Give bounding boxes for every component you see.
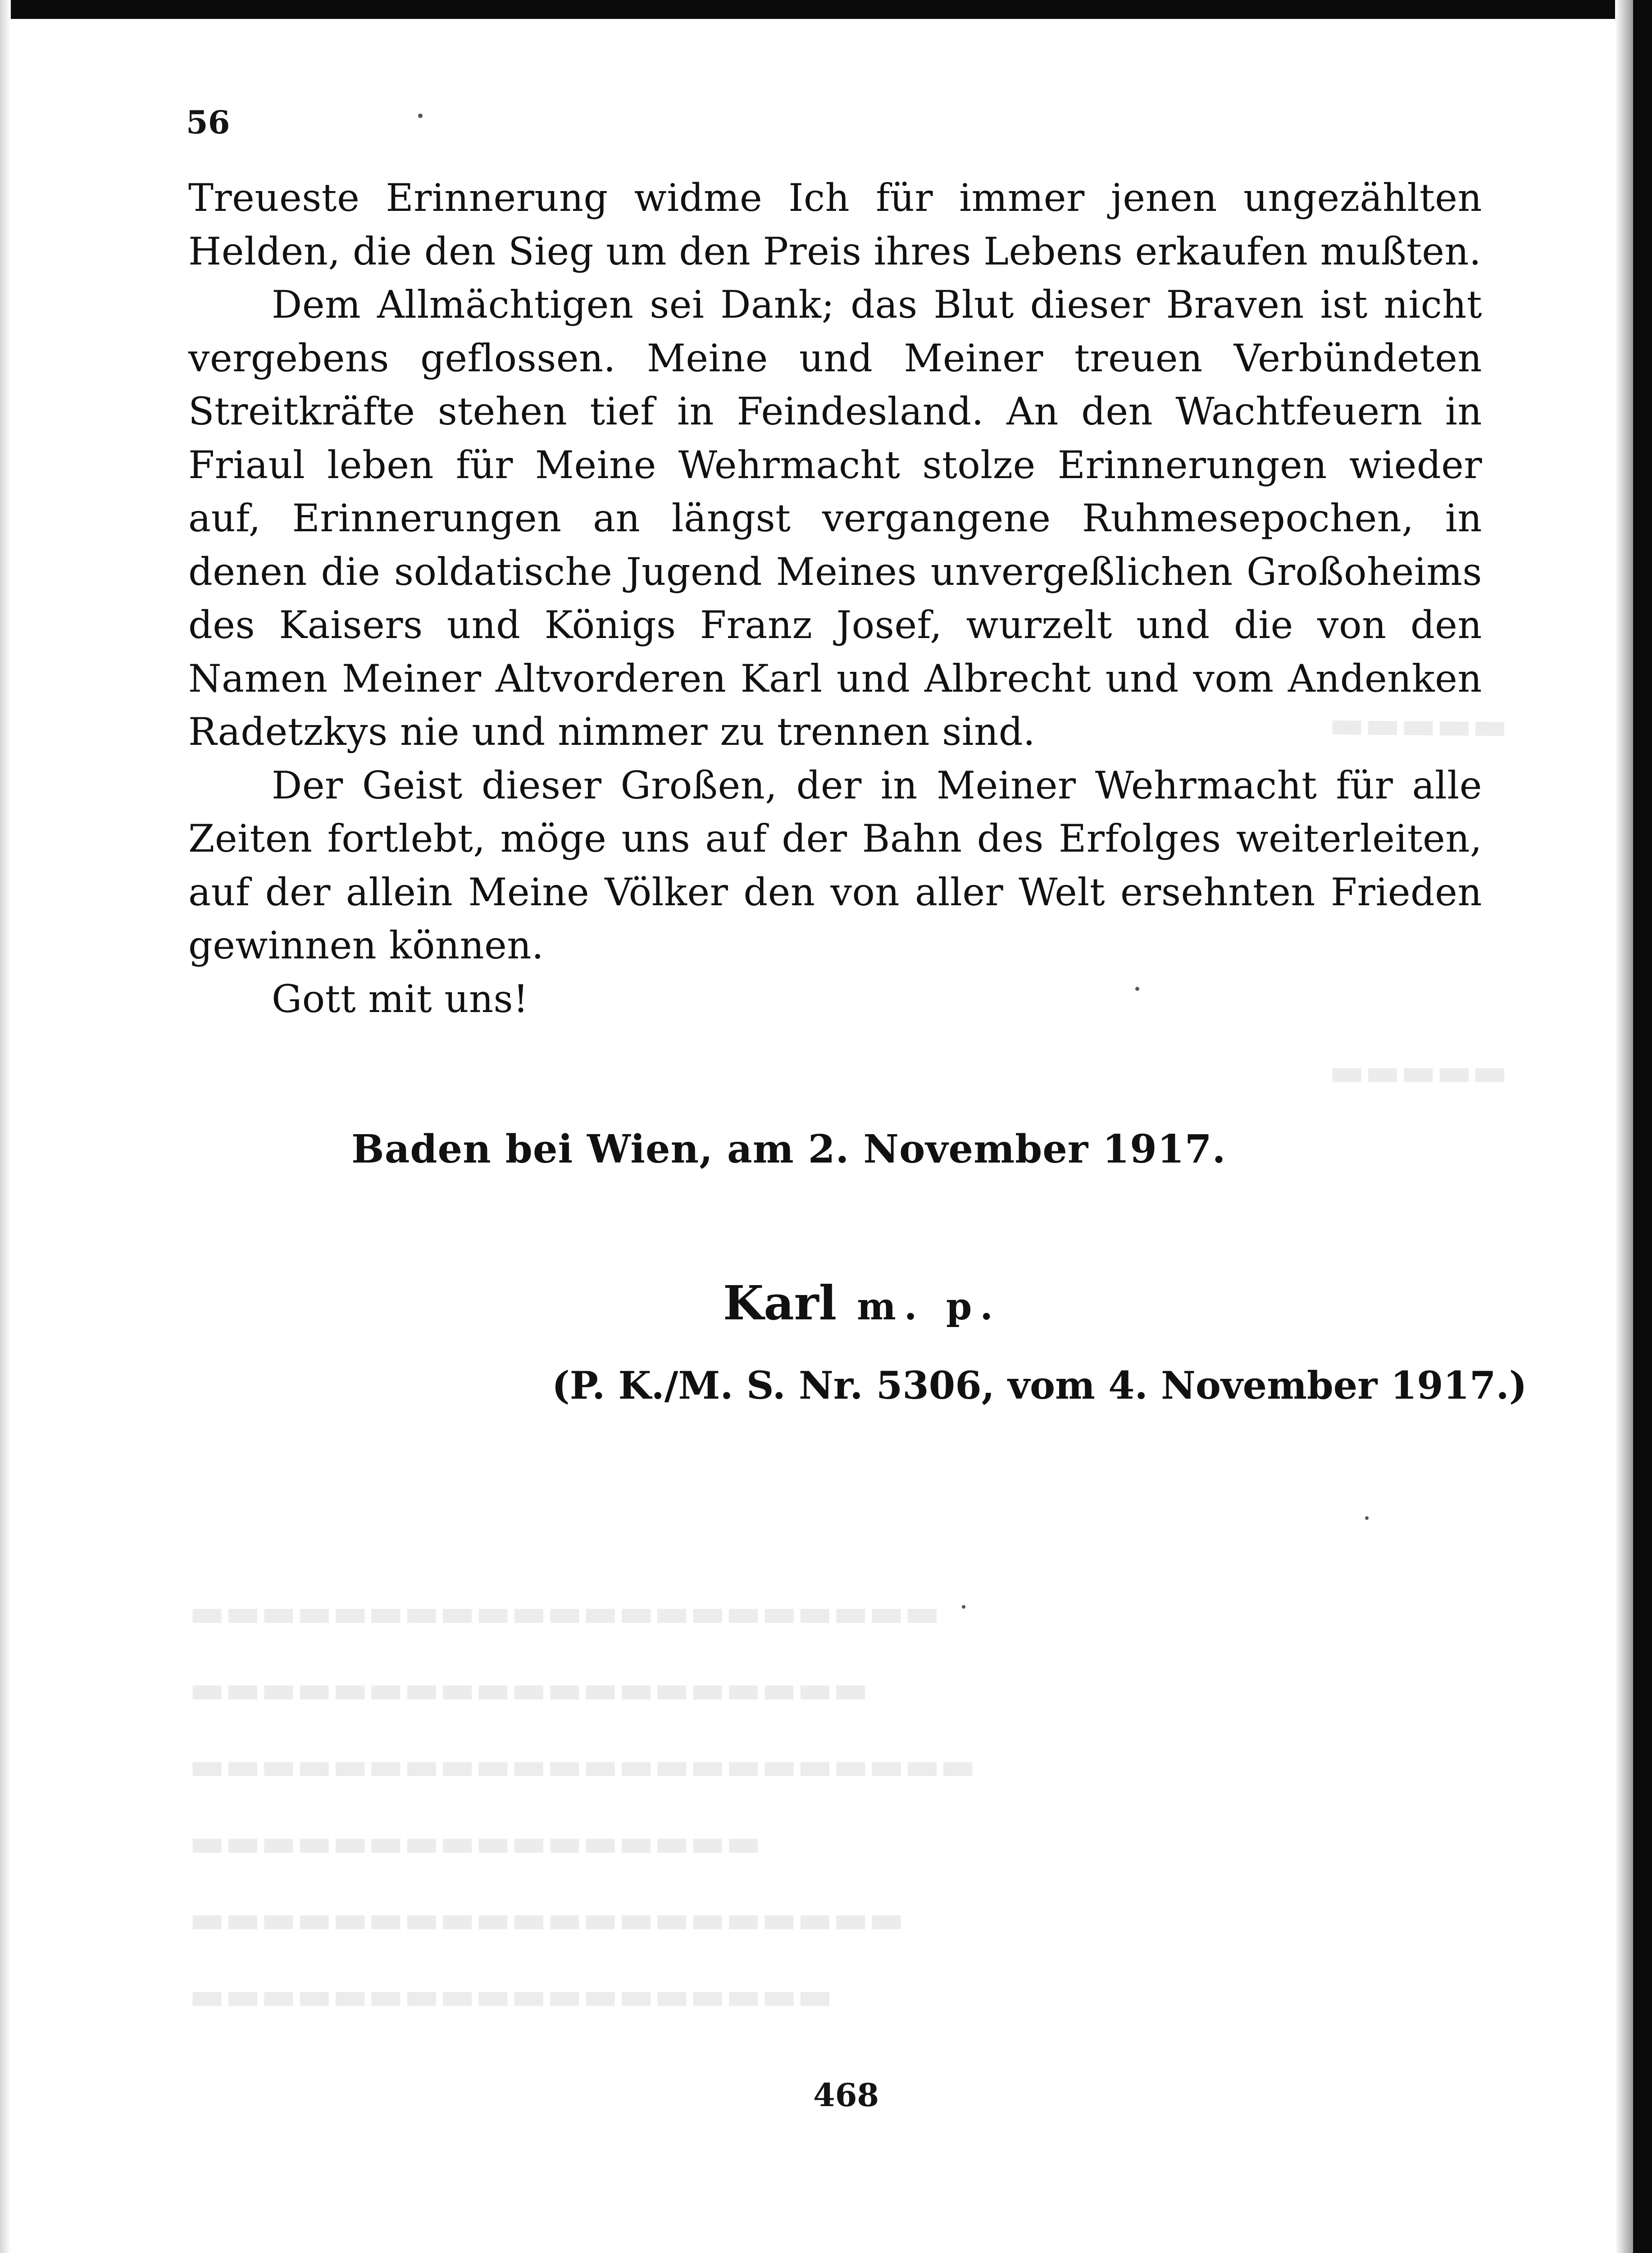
signature-suffix: m. p. [857,1285,1001,1328]
scan-shadow-left [0,0,11,2253]
closing-line: Gott mit uns! [272,976,529,1021]
bleed-through-mark: ▬▬▬▬▬▬▬▬▬▬▬▬▬▬▬▬▬▬▬▬▬▬ [189,1744,976,1788]
bleed-through-mark: ▬▬▬▬▬▬▬▬▬▬▬▬▬▬▬▬ [189,1820,761,1865]
place-and-date: Baden bei Wien, am 2. November 1917. [351,1126,1226,1172]
bleed-through-mark: ▬▬▬▬▬ [1329,702,1508,748]
scan-shadow-right [1615,0,1633,2253]
dust-speck [962,1605,965,1609]
bleed-through-mark: ▬▬▬▬▬▬▬▬▬▬▬▬▬▬▬▬▬▬▬▬▬ [189,1591,940,1635]
document-reference: (P. K./M. S. Nr. 5306, vom 4. November 1917.) [552,1363,1527,1408]
scan-border-right [1633,0,1652,2253]
scan-border-top [0,0,1652,19]
paragraph-3: Der Geist dieser Großen, der in Meiner Wehrmacht für alle Zeiten fortlebt, möge uns auf der Bahn des Erfolges weiterleiten, auf der allein Meine Völker den von aller Welt ersehnten Frieden gewinnen können. [188,763,1482,967]
paragraph-1: Treueste Erinnerung widme Ich für immer jenen ungezählten Helden, die den Sieg um den Preis ihres Lebens erkaufen mußten. [188,176,1482,274]
bleed-through-mark: ▬▬▬▬▬▬▬▬▬▬▬▬▬▬▬▬▬▬▬▬ [189,1897,905,1941]
page-number-bottom: 468 [813,2076,879,2114]
signature-name: Karl [723,1275,837,1331]
dust-speck [1365,1516,1369,1520]
bleed-through-mark: ▬▬▬▬▬ [1329,1050,1508,1094]
paragraph-2: Dem Allmächtigen sei Dank; das Blut dieser Braven ist nicht vergebens geflossen. Meine und Meiner treuen Verbündeten Streitkräfte stehen tief in Feindesland. An den Wachtfeuern in Friaul leben für Meine Wehrmacht stolze Erinnerungen wieder auf, Erinnerungen an längst vergangene Ruhmesepochen, in denen die soldatische Jugend Meines unvergeßlichen Großoheims des Kaisers und Königs Franz Josef, wurzelt und die von den Namen Meiner Altvorderen Karl und Albrecht und vom Andenken Radetzkys nie und nimmer zu trennen sind. [188,283,1482,754]
page-number-top: 56 [186,104,230,141]
proclamation-body [188,171,1482,1026]
bleed-through-mark: ▬▬▬▬▬▬▬▬▬▬▬▬▬▬▬▬▬▬▬ [189,1667,869,1711]
signature [723,1275,1001,1331]
dust-speck [418,114,423,118]
bleed-through-mark: ▬▬▬▬▬▬▬▬▬▬▬▬▬▬▬▬▬▬ [189,1974,833,2018]
